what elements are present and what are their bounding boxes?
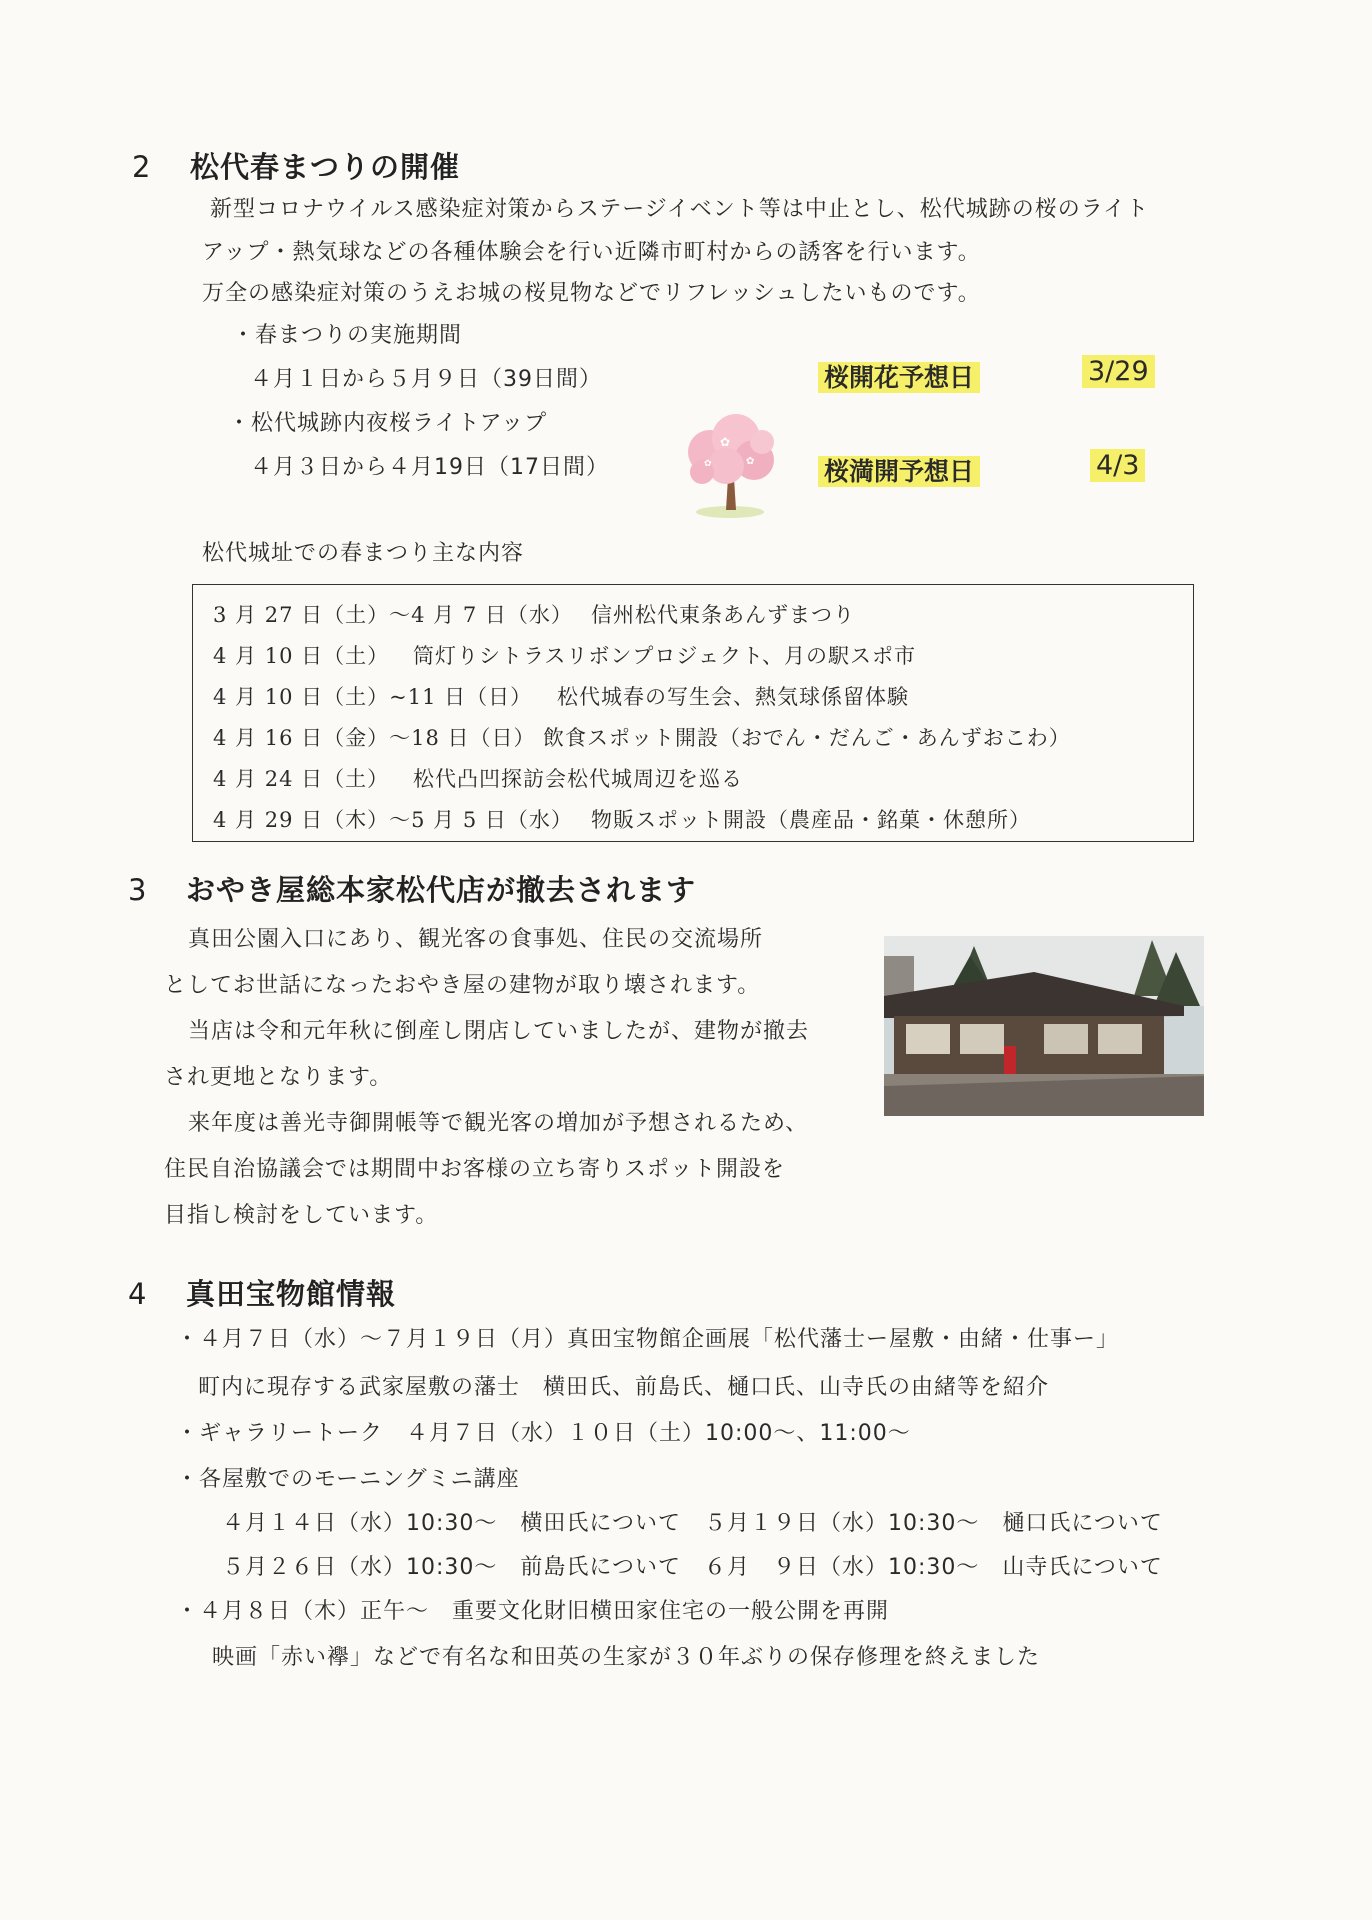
section4-line-1: ・４月７日（水）～７月１９日（月）真田宝物館企画展「松代藩士ー屋敷・由緒・仕事ー」	[176, 1327, 1120, 1352]
event-date: 3 月 27 日（土）～4 月 7 日（水）	[213, 603, 573, 627]
table-row	[213, 722, 1071, 752]
festival-period-value: ４月１日から５月９日（39日間）	[250, 367, 602, 392]
table-caption: 松代城址での春まつり主な内容	[202, 541, 525, 566]
section4-line-5: ４月１４日（水）10:30～ 横田氏について ５月１９日（水）10:30～ 樋口氏について	[222, 1511, 1163, 1536]
section4-line-8: 映画「赤い襷」などで有名な和田英の生家が３０年ぶりの保存修理を終えました	[212, 1645, 1041, 1670]
section2-title: 松代春まつりの開催	[190, 150, 461, 184]
bloom-forecast-label: 桜開花予想日	[818, 358, 980, 394]
table-row	[213, 599, 855, 629]
section2-line-1: 新型コロナウイルス感染症対策からステージイベント等は中止とし、松代城跡の桜のライト	[210, 197, 1150, 222]
event-date: 4 月 29 日（木）～5 月 5 日（水）	[213, 808, 573, 832]
section3-number: 3	[128, 873, 148, 907]
lightup-label: ・松代城跡内夜桜ライトアップ	[228, 411, 548, 436]
bloom-forecast-value: 3/29	[1082, 356, 1155, 387]
section4-title: 真田宝物館情報	[186, 1277, 397, 1311]
table-row	[213, 804, 1031, 834]
section4-line-2: 町内に現存する武家屋敷の藩士 横田氏、前島氏、樋口氏、山寺氏の由緒等を紹介	[198, 1375, 1050, 1400]
table-row	[213, 763, 743, 793]
section3-heading	[128, 868, 696, 909]
section3-line-6: 住民自治協議会では期間中お客様の立ち寄りスポット開設を	[164, 1157, 786, 1182]
event-date: 4 月 16 日（金）～18 日（日）	[213, 726, 536, 750]
section4-line-7: ・４月８日（木）正午～ 重要文化財旧横田家住宅の一般公開を再開	[176, 1599, 890, 1624]
lightup-value: ４月３日から４月19日（17日間）	[250, 455, 609, 480]
section3-title: おやき屋総本家松代店が撤去されます	[186, 873, 697, 907]
section4-number: 4	[128, 1277, 148, 1311]
section3-line-2: としてお世話になったおやき屋の建物が取り壊されます。	[164, 973, 761, 998]
event-date: 4 月 10 日（土）~11 日（日）	[213, 685, 533, 709]
event-text: 松代凸凹探訪会松代城周辺を巡る	[413, 767, 743, 791]
full-bloom-forecast-label: 桜満開予想日	[818, 452, 980, 488]
section2-number: 2	[132, 150, 152, 184]
full-bloom-forecast-value: 4/3	[1090, 450, 1145, 481]
oyaki-shop-photo	[884, 936, 1204, 1116]
event-text: 信州松代東条あんずまつり	[591, 603, 855, 627]
section2-line-2: アップ・熱気球などの各種体験会を行い近隣市町村からの誘客を行います。	[202, 240, 981, 265]
section3-line-7: 目指し検討をしています。	[164, 1203, 439, 1228]
section3-line-1: 真田公園入口にあり、観光客の食事処、住民の交流場所	[188, 927, 764, 952]
event-text: 飲食スポット開設（おでん・だんご・あんずおこわ）	[543, 726, 1071, 750]
section2-heading	[132, 145, 460, 186]
section4-line-3: ・ギャラリートーク ４月７日（水）１０日（土）10:00～、11:00～	[176, 1421, 911, 1446]
table-row	[213, 681, 909, 711]
event-date: 4 月 10 日（土）	[213, 644, 390, 668]
event-date: 4 月 24 日（土）	[213, 767, 390, 791]
event-text: 物販スポット開設（農産品・銘菓・休憩所）	[591, 808, 1031, 832]
section4-line-4: ・各屋敷でのモーニングミニ講座	[176, 1467, 520, 1492]
cherry-tree-illustration	[676, 408, 784, 520]
svg-text:✿: ✿	[746, 456, 755, 467]
table-row	[213, 640, 917, 670]
section3-line-4: され更地となります。	[164, 1065, 393, 1090]
section3-line-5: 来年度は善光寺御開帳等で観光客の増加が予想されるため、	[188, 1111, 809, 1136]
section3-line-3: 当店は令和元年秋に倒産し閉店していましたが、建物が撤去	[188, 1019, 810, 1044]
section4-line-6: ５月２６日（水）10:30～ 前島氏について ６月 ９日（水）10:30～ 山寺氏について	[222, 1555, 1163, 1580]
section2-line-3: 万全の感染症対策のうえお城の桜見物などでリフレッシュしたいものです。	[202, 281, 981, 306]
svg-text:✿: ✿	[704, 459, 712, 469]
event-text: 筒灯りシトラスリボンプロジェクト、月の駅スポ市	[413, 644, 917, 668]
section4-heading	[128, 1272, 396, 1313]
svg-text:✿: ✿	[720, 435, 731, 449]
events-table	[192, 584, 1194, 842]
event-text: 松代城春の写生会、熱気球係留体験	[557, 685, 909, 709]
festival-period-label: ・春まつりの実施期間	[232, 323, 463, 348]
